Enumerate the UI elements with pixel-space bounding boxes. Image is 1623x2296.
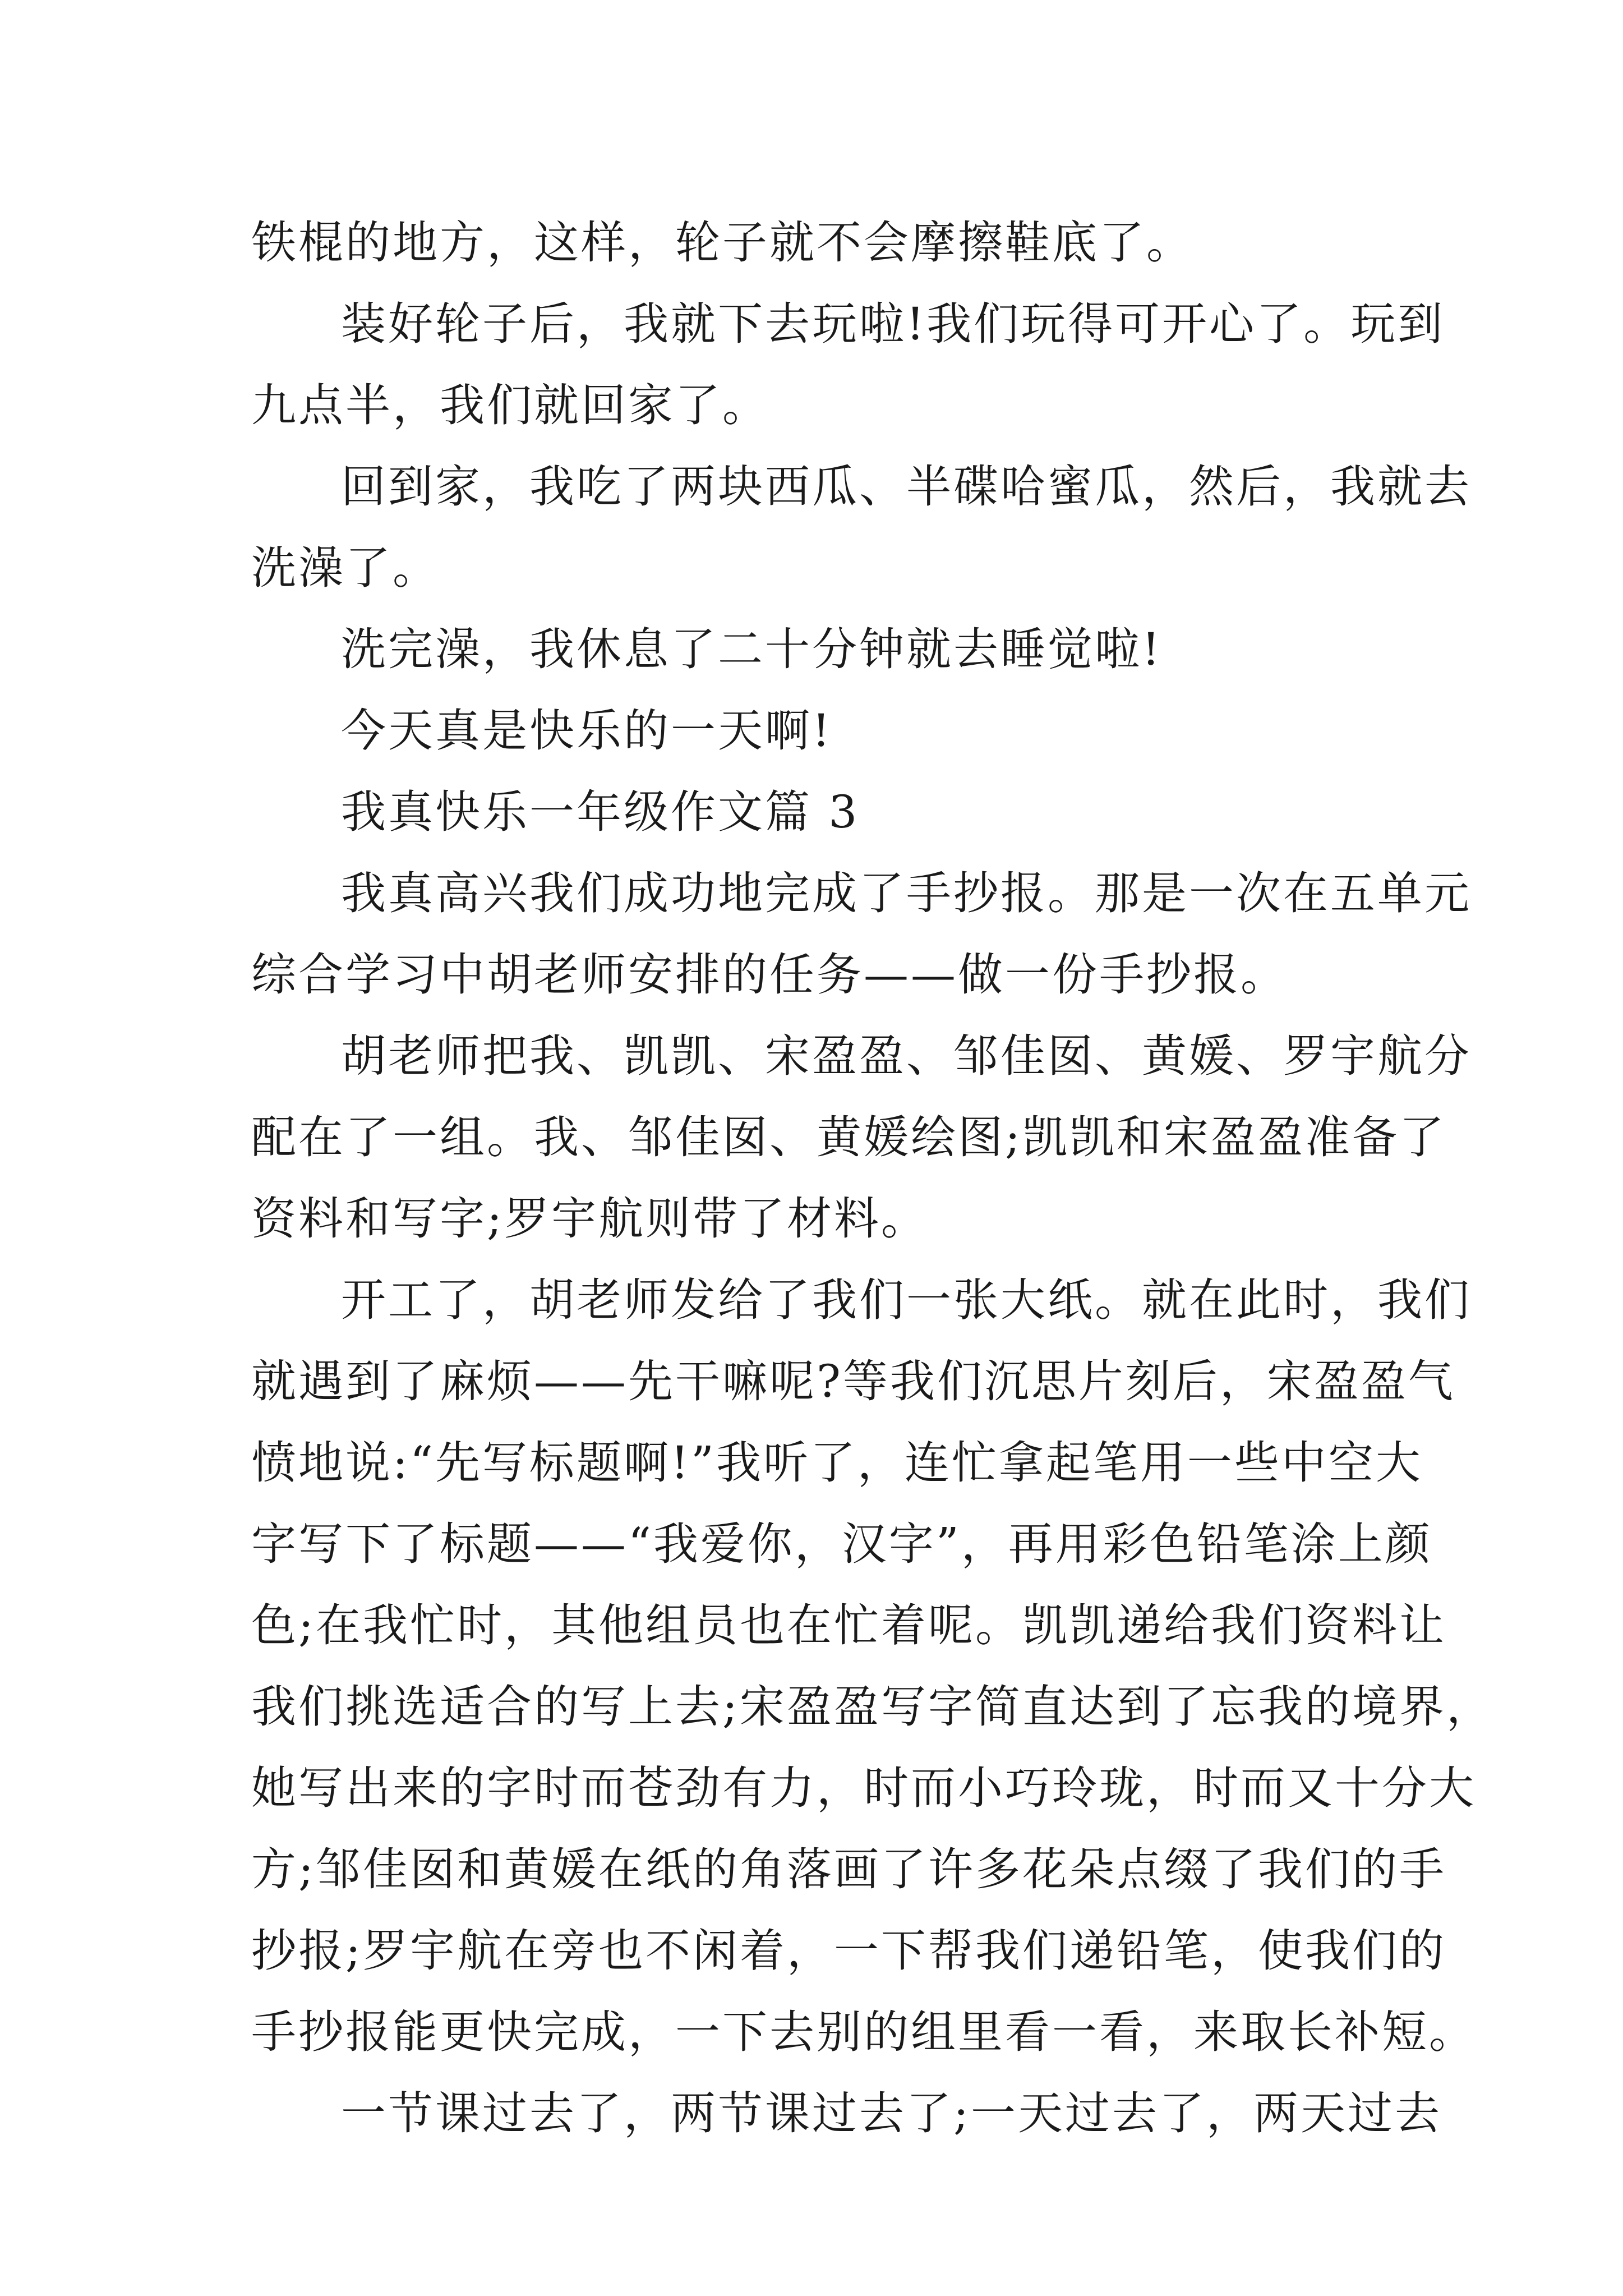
- essay-body: [251, 202, 1493, 2154]
- text-line: 一节课过去了，两节课过去了;一天过去了，两天过去: [341, 2087, 1442, 2139]
- text-line: 开工了，胡老师发给了我们一张大纸。就在此时，我们: [341, 1274, 1472, 1326]
- text-line: 我真高兴我们成功地完成了手抄报。那是一次在五单元: [341, 867, 1472, 919]
- text-line: 色;在我忙时，其他组员也在忙着呢。凯凯递给我们资料让: [251, 1599, 1446, 1651]
- text-line: 装好轮子后，我就下去玩啦!我们玩得可开心了。玩到: [341, 298, 1445, 350]
- text-line: 我真快乐一年级作文篇 3: [341, 786, 860, 838]
- text-line: 方;邹佳囡和黄媛在纸的角落画了许多花朵点缀了我们的手: [251, 1843, 1446, 1895]
- text-line: 资料和写字;罗宇航则带了材料。: [251, 1193, 928, 1245]
- text-line: 配在了一组。我、邹佳囡、黄媛绘图;凯凯和宋盈盈准备了: [251, 1111, 1446, 1163]
- text-line: 回到家，我吃了两块西瓜、半碟哈蜜瓜，然后，我就去: [341, 461, 1472, 513]
- text-line: 洗完澡，我休息了二十分钟就去睡觉啦!: [341, 623, 1163, 675]
- text-line: 愤地说:“先写标题啊!”我听了，连忙拿起笔用一些中空大: [251, 1437, 1423, 1489]
- text-line: 手抄报能更快完成，一下去别的组里看一看，来取长补短。: [251, 2006, 1476, 2058]
- text-line: 铁棍的地方，这样，轮子就不会摩擦鞋底了。: [251, 217, 1193, 269]
- text-line: 九点半，我们就回家了。: [251, 379, 769, 431]
- text-line: 综合学习中胡老师安排的任务——做一份手抄报。: [251, 949, 1288, 1001]
- text-line: 抄报;罗宇航在旁也不闲着，一下帮我们递铅笔，使我们的: [251, 1925, 1446, 1977]
- text-line: 字写下了标题——“我爱你，汉字”，再用彩色铅笔涂上颜: [251, 1518, 1432, 1570]
- text-line: 今天真是快乐的一天啊!: [341, 705, 833, 757]
- text-line: 我们挑选适合的写上去;宋盈盈写字简直达到了忘我的境界，: [251, 1681, 1493, 1733]
- text-line: 胡老师把我、凯凯、宋盈盈、邹佳囡、黄媛、罗宇航分: [341, 1030, 1472, 1082]
- text-line: 洗澡了。: [251, 542, 440, 594]
- text-line: 她写出来的字时而苍劲有力，时而小巧玲珑，时而又十分大: [251, 1762, 1476, 1814]
- text-line: 就遇到了麻烦——先干嘛呢?等我们沉思片刻后，宋盈盈气: [251, 1355, 1455, 1407]
